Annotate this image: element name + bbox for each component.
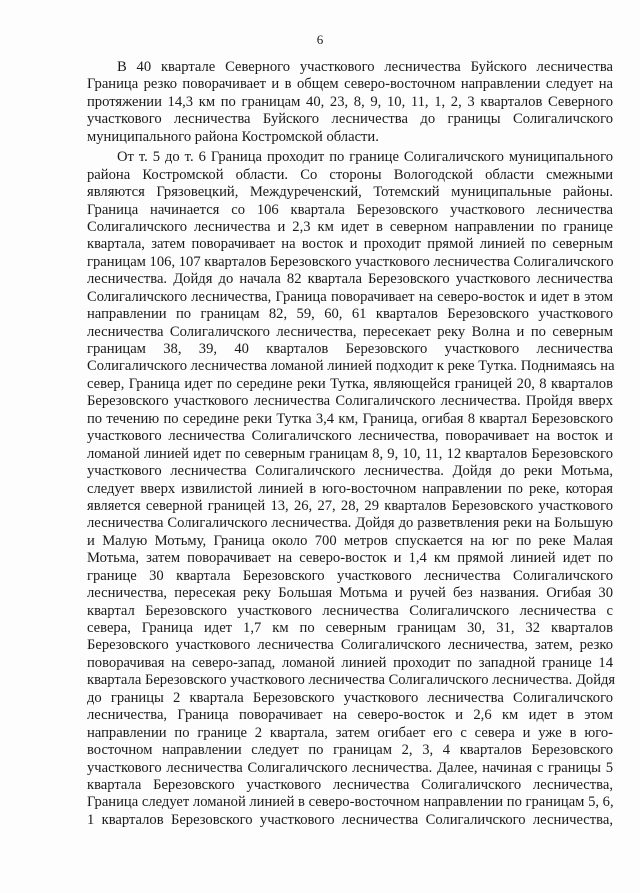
- text-line: Солигаличского лесничества ломаной линией подходит к реке Тутка. Поднимаясь на: [87, 358, 615, 375]
- text-line: лесничества. Дойдя до начала 82 квартала Березовского участкового лесничества: [87, 271, 613, 288]
- body-text: [87, 59, 616, 829]
- text-line: ломаной линией идет по северным границам 8, 9, 10, 11, 12 кварталов Березовского: [87, 445, 613, 462]
- text-line: 1 кварталов Березовского участкового лесничества Солигаличского лесничества,: [87, 811, 613, 828]
- text-line: Граница следует ломаной линией в северо-восточном направлении по границам 5, 6,: [87, 794, 614, 811]
- text-line: границам 106, 107 кварталов Березовского участкового лесничества Солигаличского: [87, 253, 614, 270]
- text-line: квартал Березовского участкового лесничества Солигаличского лесничества с: [87, 602, 613, 619]
- paragraph: [87, 149, 616, 829]
- text-line: лесничества, Граница поворачивает на северо-восток и 2,6 км идет в этом: [87, 707, 613, 724]
- text-line: и Малую Мотьму, Граница около 700 метров спускается на юг по реке Малая: [87, 532, 613, 549]
- text-line: района Костромской области. Со стороны Вологодской области смежными: [87, 166, 613, 183]
- text-line: участкового лесничества Солигаличского лесничества. Далее, начиная с границы 5: [87, 759, 613, 776]
- text-line: поворачивая на северо-запад, ломаной линией проходит по западной границе 14: [87, 654, 613, 671]
- text-line: границе 30 квартала Березовского участкового лесничества Солигаличского: [87, 567, 613, 584]
- text-line: В 40 квартале Северного участкового лесничества Буйского лесничества: [117, 59, 613, 75]
- text-line: протяжении 14,3 км по границам 40, 23, 8, 9, 10, 11, 1, 2, 3 кварталов Северного: [87, 93, 613, 110]
- text-line: лесничества Солигаличского лесничества. Дойдя до разветвления реки на Большую: [87, 515, 613, 532]
- text-line: является северной границей 13, 26, 27, 28, 29 кварталов Березовского участкового: [87, 497, 613, 514]
- paragraph: [87, 59, 613, 146]
- text-line: Солигаличского лесничества, Граница поворачивает на северо-восток и идет в этом: [87, 288, 613, 305]
- text-line: участкового лесничества Буйского лесничества до границы Солигаличского: [87, 111, 613, 128]
- text-line: направлении по границам 82, 59, 60, 61 кварталов Березовского участкового: [87, 306, 613, 323]
- text-line: направлении по границе 2 квартала, затем огибает его с севера и уже в юго-: [87, 724, 613, 741]
- text-line: Мотьма, затем поворачивает на северо-восток и 1,4 км прямой линией идет по: [87, 550, 613, 567]
- text-line: Граница начинается со 106 квартала Березовского участкового лесничества: [87, 201, 613, 218]
- text-line: следует вверх извилистой линией в юго-восточном направлении по реке, которая: [87, 480, 613, 497]
- text-line: Граница резко поворачивает и в общем северо-восточном направлении следует на: [87, 76, 613, 93]
- text-line: границам 38, 39, 40 кварталов Березовского участкового лесничества: [87, 341, 613, 357]
- text-line: квартала Березовского участкового лесничества Солигаличского лесничества,: [87, 776, 613, 793]
- text-line: до границы 2 квартала Березовского участкового лесничества Солигаличского: [87, 689, 613, 706]
- text-line: восточном направлении следует по границам 2, 3, 4 кварталов Березовского: [87, 742, 613, 759]
- text-line: лесничества, пересекая реку Большая Мотьма и ручей без названия. Огибая 30: [87, 585, 613, 602]
- text-line: квартала, затем поворачивает на восток и проходит прямой линией по северным: [87, 236, 613, 253]
- text-line: север, Граница идет по середине реки Тутка, являющейся границей 20, 8 кварталов: [87, 375, 613, 392]
- text-line: являются Грязовецкий, Междуреченский, Тотемский муниципальные районы.: [87, 184, 613, 201]
- text-line: участкового лесничества Солигаличского лесничества. Дойдя до реки Мотьма,: [87, 463, 613, 480]
- text-line: муниципального района Костромской области.: [87, 128, 379, 145]
- text-line: От т. 5 до т. 6 Граница проходит по границе Солигаличского муниципального: [117, 149, 613, 166]
- text-line: участкового лесничества Солигаличского лесничества, поворачивает на восток и: [87, 428, 613, 445]
- text-line: Солигаличского лесничества и 2,3 км идет в северном направлении по границе: [87, 218, 613, 235]
- text-line: Березовского участкового лесничества Солигаличского лесничества. Пройдя вверх: [87, 393, 613, 410]
- text-line: севера, Граница идет 1,7 км по северным границам 30, 31, 32 кварталов: [87, 620, 613, 636]
- text-line: Березовского участкового лесничества Солигаличского лесничества, затем, резко: [87, 637, 613, 654]
- text-line: квартала Березовского участкового лесничества Солигаличского лесничества. Дойдя: [87, 672, 616, 689]
- text-line: по течению по середине реки Тутка 3,4 км, Граница, огибая 8 квартал Березовского: [87, 410, 613, 427]
- page-number: 6: [316, 32, 324, 47]
- text-line: лесничества Солигаличского лесничества, пересекает реку Волна и по северным: [87, 323, 613, 340]
